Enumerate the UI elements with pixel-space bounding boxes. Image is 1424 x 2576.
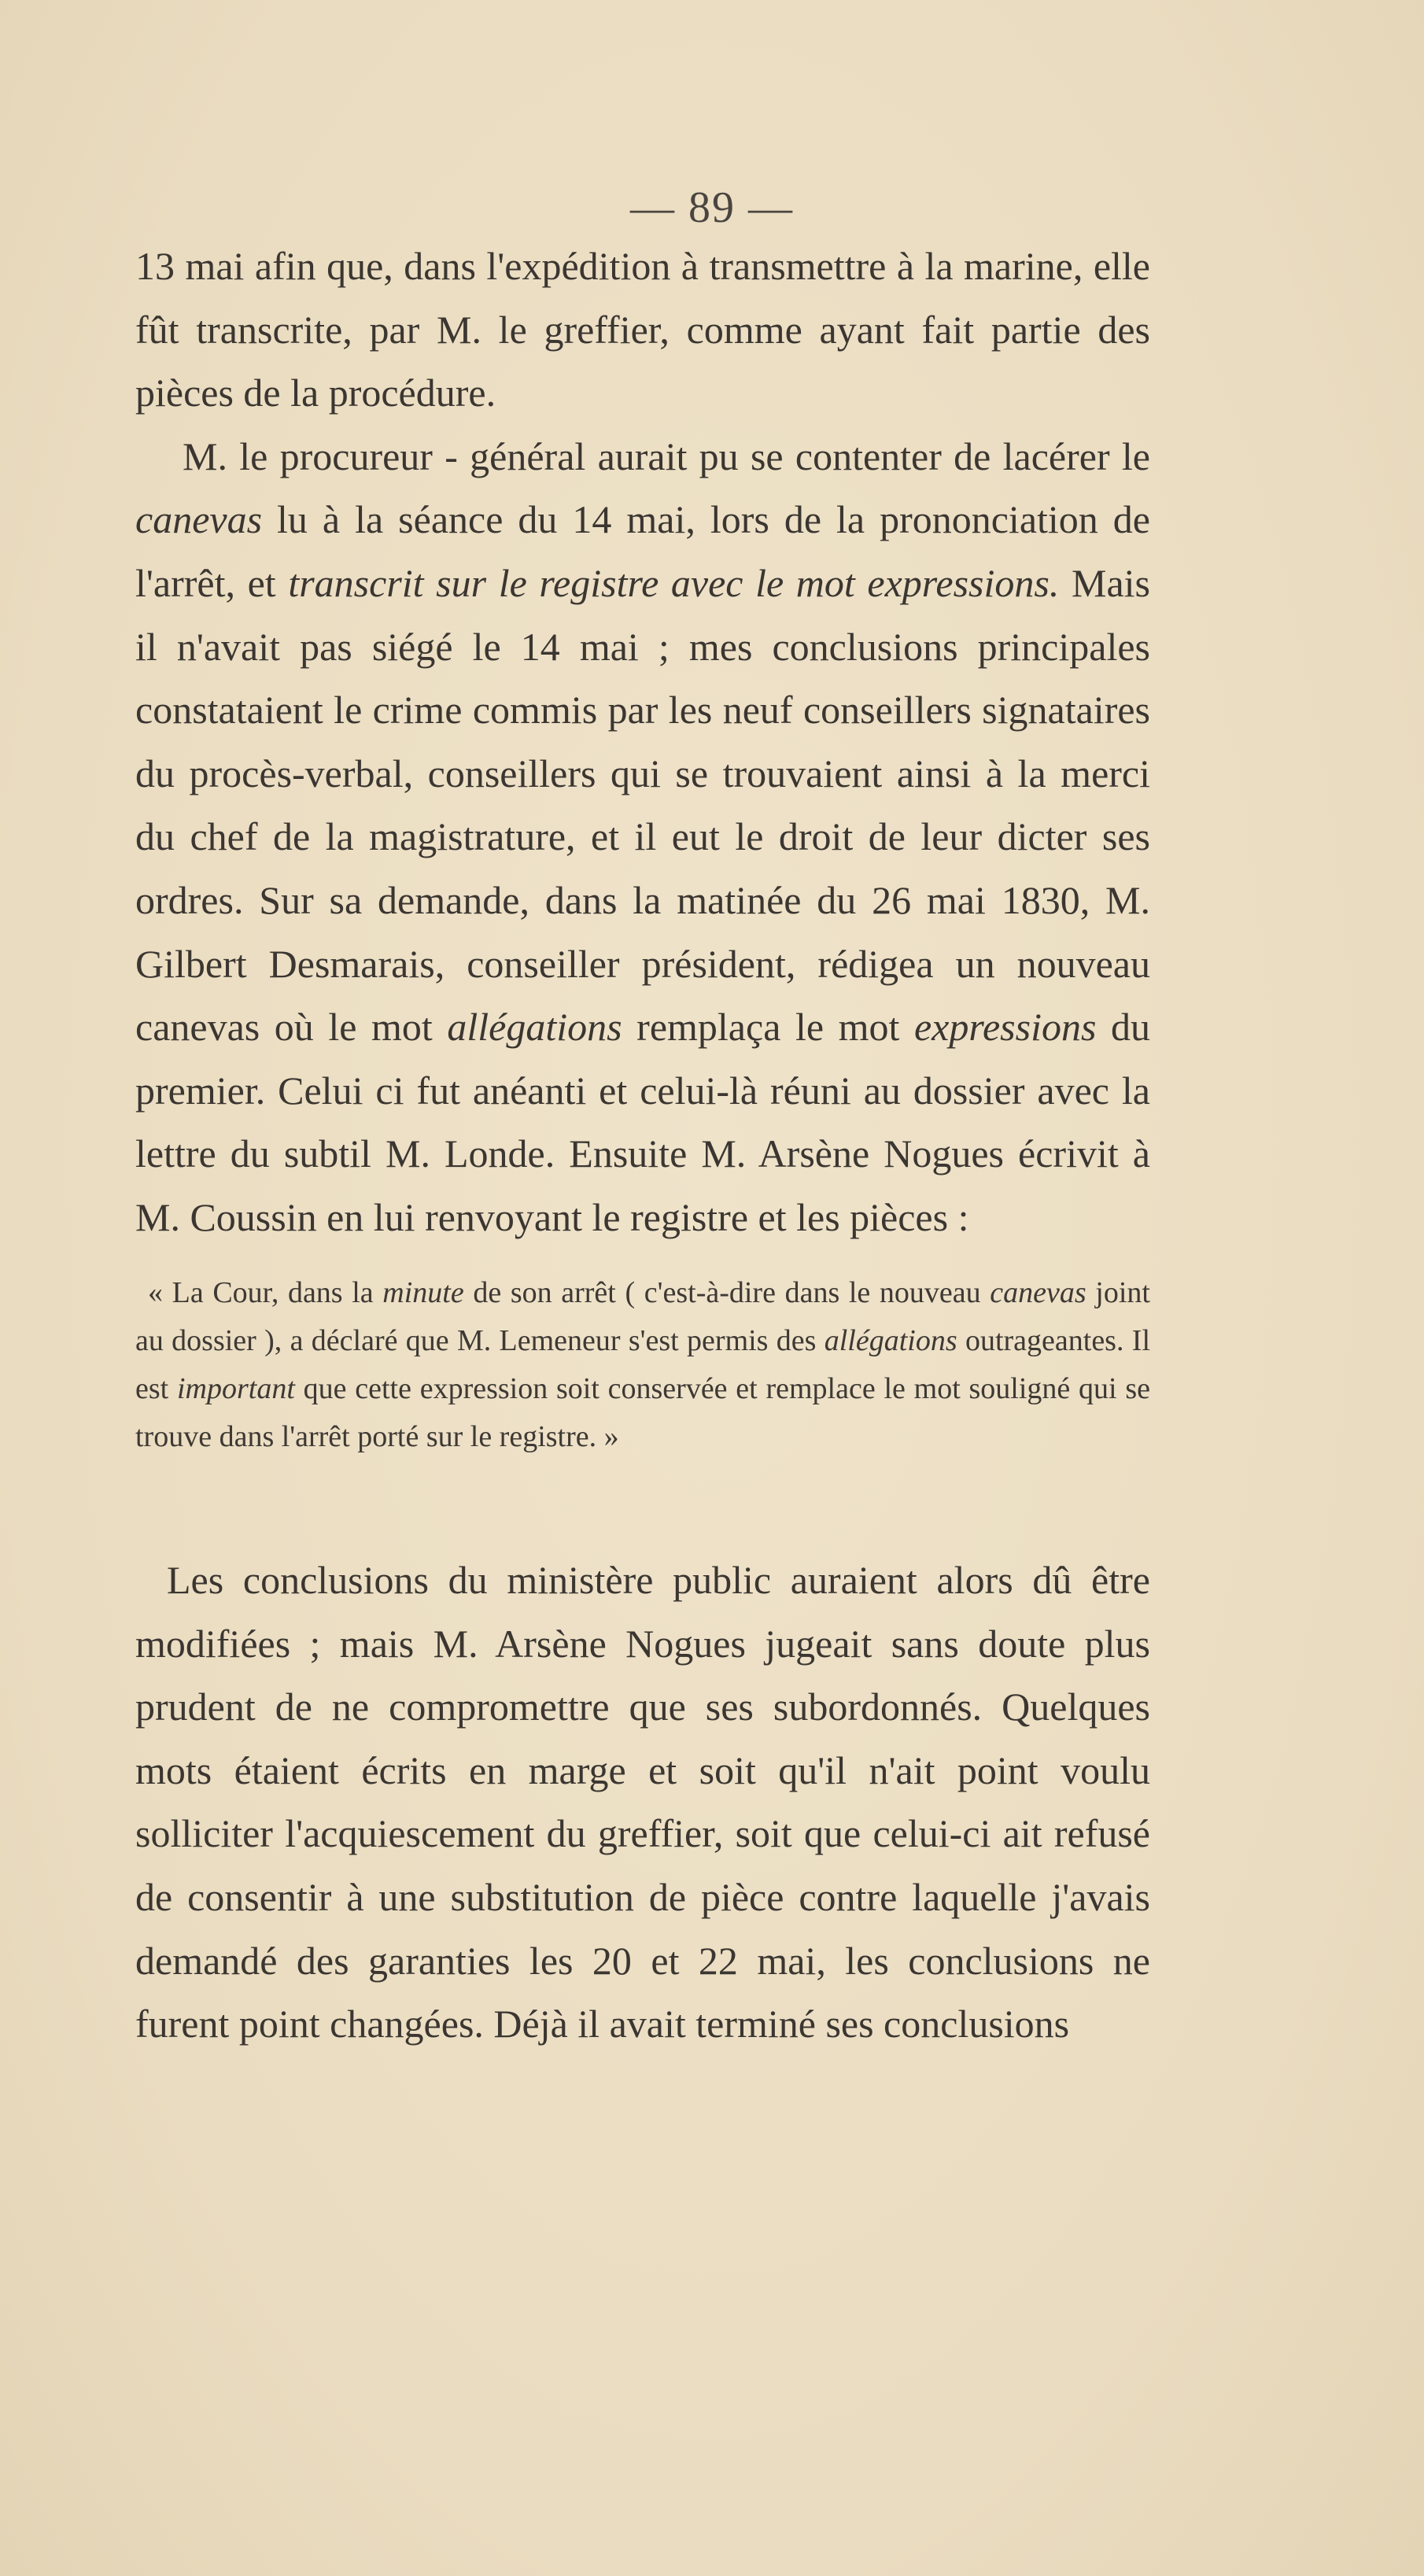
main-text-block xyxy=(135,234,1150,1249)
quote-text-a: « La Cour, dans la xyxy=(148,1276,383,1309)
paragraph-2-text-a: M. le procureur - général aurait pu se contenter de lacérer le xyxy=(183,434,1150,478)
block-quote xyxy=(135,1269,1150,1461)
quote-italic-important: important xyxy=(176,1372,295,1405)
paragraph-2 xyxy=(135,425,1150,1249)
paragraph-2-text-b: lu à la séance du 14 mai, lors de la prononciation de l'arrêt, et xyxy=(135,497,1150,605)
quote-text-b: de son arrêt ( c'est-à-dire dans le nouveau xyxy=(463,1276,991,1309)
quote-text-d: outrageantes. Il est xyxy=(135,1324,1150,1405)
quote-italic-minute: minute xyxy=(382,1276,464,1309)
quote-italic-canevas: canevas xyxy=(990,1276,1086,1309)
italic-expressions: expressions xyxy=(913,1005,1097,1050)
paragraph-2-text-e: du premier. Celui ci fut anéanti et celui-là réuni au dossier avec la lettre du subtil M. Londe. Ensuite M. Arsène Nogues écrivit à M. Coussin en lui renvoyant le registre et les pièces : xyxy=(135,1005,1150,1239)
paragraph-3: Les conclusions du ministère public auraient alors dû être modifiées ; mais M. Arsène Nogues jugeait sans doute plus prudent de ne compromettre que ses subordonnés. Quelques mots étaient écrits en marge et soit qu'il n'ait point voulu solliciter l'acquiescement du greffier, soit que celui-ci ait refusé de consentir à une substitution de pièce contre laquelle j'avais demandé des garanties les 20 et 22 mai, les conclusions ne furent point changées. Déjà il avait terminé ses conclusions xyxy=(135,1558,1150,2046)
page-number: — 89 — xyxy=(630,183,794,232)
italic-allegations: allégations xyxy=(447,1005,622,1050)
paragraph-2-text-d: remplaça le mot xyxy=(622,1005,914,1050)
paragraph-2-text-c: Mais il n'avait pas siégé le 14 mai ; mes conclusions principales constataient le crime commis par les neuf conseillers signataires du procès-verbal, conseillers qui se trouvaient ainsi à la merci du chef de la magistrature, et il eut le droit de leur dicter ses ordres. Sur sa demande, dans la matinée du 26 mai 1830, M. Gilbert Desmarais, conseiller président, rédigea un nouveau canevas où le mot xyxy=(135,560,1150,1050)
italic-transcrit: transcrit sur le registre avec le mot expressions. xyxy=(288,560,1060,605)
quote-text-c: joint au dossier ), a déclaré que M. Lemeneur s'est permis des xyxy=(135,1276,1150,1357)
italic-canevas: canevas xyxy=(135,497,263,542)
quote-italic-allegations: allégations xyxy=(824,1324,957,1357)
quote-text-e: que cette expression soit conservée et remplace le mot souligné qui se trouve dans l'arrêt porté sur le registre. » xyxy=(135,1372,1150,1453)
paragraph-1: 13 mai afin que, dans l'expédition à transmettre à la marine, elle fût transcrite, par M. le greffier, comme ayant fait partie des pièces de la procédure. xyxy=(135,244,1150,415)
